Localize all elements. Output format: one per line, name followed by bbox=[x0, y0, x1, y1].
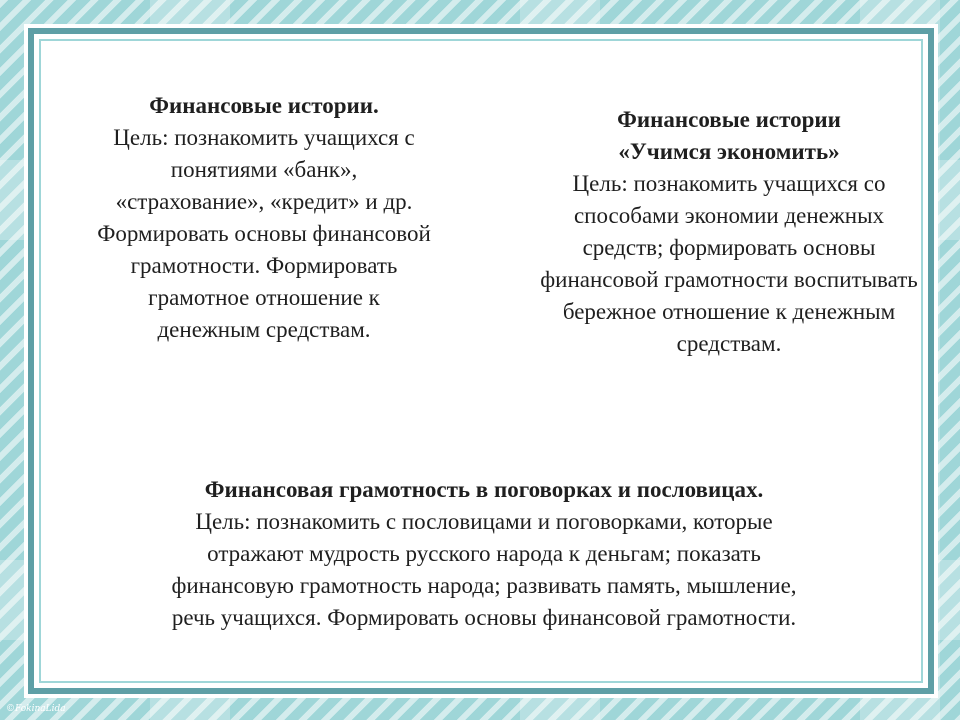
block-title-line2: «Учимся экономить» bbox=[618, 139, 840, 164]
text-block-proverbs bbox=[154, 474, 814, 634]
text-block-financial-stories bbox=[94, 90, 434, 346]
text-block-learning-to-save bbox=[534, 104, 924, 360]
author-credit: ©FokinaLida bbox=[6, 704, 66, 714]
block-body: Цель: познакомить учащихся со способами экономии денежных средств; формировать основы финансовой грамотности воспитывать бережное отношение к денежным средствам. bbox=[540, 171, 918, 356]
block-title-line1: Финансовые истории bbox=[617, 107, 841, 132]
block-body: Цель: познакомить с пословицами и поговорками, которые отражают мудрость русского народа к деньгам; показать финансовую грамотность народа; развивать память, мышление, речь учащихся. Формировать основы финансовой грамотности. bbox=[171, 509, 797, 630]
block-title: Финансовые истории. bbox=[149, 93, 379, 118]
slide-panel bbox=[28, 28, 934, 694]
block-title: Финансовая грамотность в поговорках и пословицах. bbox=[204, 477, 764, 502]
block-body: Цель: познакомить учащихся с понятиями «банк», «страхование», «кредит» и др. Формировать основы финансовой грамотности. Формировать грамотное отношение к денежным средствам. bbox=[97, 125, 431, 342]
